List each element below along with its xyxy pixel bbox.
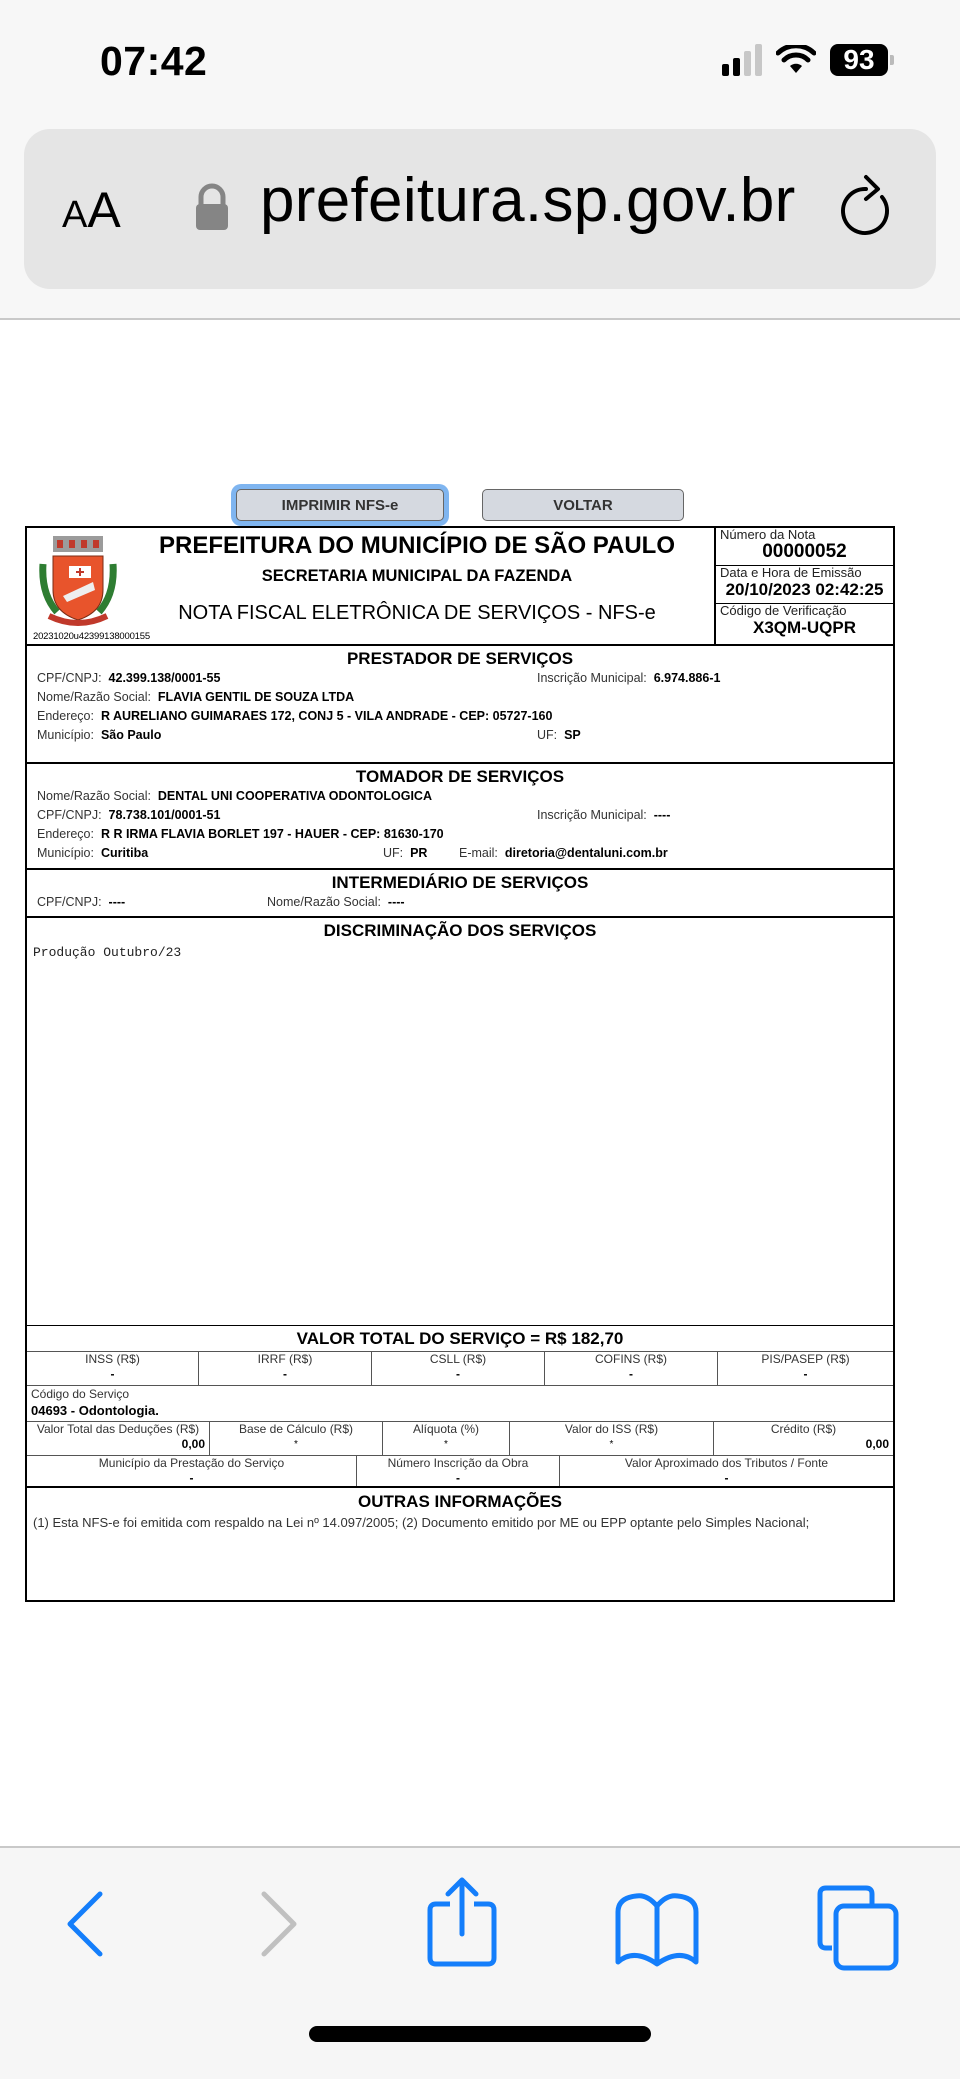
numero-nota-cell: [716, 528, 893, 566]
extra-value: -: [189, 1471, 194, 1485]
tax-cell-csll: [372, 1352, 545, 1385]
tax-label: IRRF (R$): [257, 1352, 313, 1366]
battery-level: 93: [830, 44, 888, 76]
prestador-im-value: 6.974.886-1: [653, 671, 721, 685]
prestador-cpf-label: CPF/CNPJ:: [37, 671, 102, 685]
prefeitura-title: PREFEITURA DO MUNICÍPIO DE SÃO PAULO: [158, 532, 676, 559]
text-size-large: A: [87, 182, 121, 238]
prestador-municipio-row: [27, 726, 893, 745]
print-nfse-button[interactable]: IMPRIMIR NFS-e: [236, 489, 444, 521]
prestador-im-label: Inscrição Municipal:: [537, 671, 647, 685]
extra-row: [27, 1456, 893, 1488]
data-emissao-cell: [716, 566, 893, 604]
invoice-id-box: [714, 528, 893, 644]
safari-toolbar: [0, 1846, 960, 2079]
valor-total: VALOR TOTAL DO SERVIÇO = R$ 182,70: [27, 1326, 893, 1352]
discriminacao-text: Produção Outubro/23: [33, 945, 182, 960]
prestador-municipio-value: São Paulo: [100, 728, 162, 742]
calc-label: Alíquota (%): [412, 1422, 480, 1436]
nfse-header: [27, 528, 893, 646]
extra-value: -: [724, 1471, 729, 1485]
prestador-section: [27, 646, 893, 764]
tax-cell-irrf: [199, 1352, 372, 1385]
calculo-row: [27, 1422, 893, 1456]
prestador-municipio-label: Município:: [37, 728, 94, 742]
tomador-cpf-value: 78.738.101/0001-51: [108, 808, 221, 822]
tax-cell-pis-pasep: [718, 1352, 893, 1385]
intermediario-section: [27, 870, 893, 918]
back-button[interactable]: VOLTAR: [482, 489, 684, 521]
extra-cell-obra: [357, 1456, 560, 1486]
nfse-document: [25, 526, 895, 1602]
calc-value: 0,00: [181, 1437, 205, 1451]
text-size-button[interactable]: [62, 181, 121, 239]
tax-cell-inss: [27, 1352, 199, 1385]
tax-value: -: [283, 1367, 287, 1381]
prestador-nome-row: [27, 688, 893, 707]
status-time: 07:42: [100, 38, 208, 84]
address-bar[interactable]: [24, 129, 936, 289]
home-indicator[interactable]: [309, 2026, 651, 2042]
tomador-uf-value: PR: [410, 846, 428, 860]
calc-label: Base de Cálculo (R$): [238, 1422, 354, 1436]
prestador-endereco-row: [27, 707, 893, 726]
taxes-row: [27, 1352, 893, 1386]
prestador-nome-label: Nome/Razão Social:: [37, 690, 151, 704]
tax-value: -: [110, 1367, 115, 1381]
tomador-cpf-row: [27, 806, 893, 825]
calc-cell-base: [210, 1422, 383, 1455]
tabs-icon[interactable]: [816, 1884, 902, 1972]
codigo-verificacao-value: X3QM-UQPR: [753, 618, 856, 637]
extra-label: Número Inscrição da Obra: [387, 1456, 529, 1470]
tax-value: -: [629, 1367, 633, 1381]
outras-informacoes: [27, 1488, 893, 1533]
discriminacao-title: DISCRIMINAÇÃO DOS SERVIÇOS: [323, 921, 597, 940]
lock-icon: [192, 183, 232, 231]
tomador-nome-value: DENTAL UNI COOPERATIVA ODONTOLOGICA: [157, 789, 432, 803]
data-emissao-label: Data e Hora de Emissão: [720, 565, 862, 580]
codigo-verificacao-label: Código de Verificação: [720, 603, 847, 618]
prestador-uf-label: UF:: [537, 728, 558, 742]
tomador-endereco-value: R R IRMA FLAVIA BORLET 197 - HAUER - CEP: 81630-170: [100, 827, 444, 841]
outras-text: (1) Esta NFS-e foi emitida com respaldo na Lei nº 14.097/2005; (2) Documento emitido por ME ou EPP optante pelo Simples Nacional;: [33, 1515, 810, 1530]
signal-icon: [722, 44, 762, 76]
wifi-icon: [776, 45, 816, 75]
tomador-im-label: Inscrição Municipal:: [537, 808, 647, 822]
extra-label: Valor Aproximado dos Tributos / Fonte: [624, 1456, 829, 1470]
intermediario-cpf-value: ----: [108, 895, 126, 909]
calc-label: Crédito (R$): [770, 1422, 837, 1436]
prestador-endereco-value: R AURELIANO GUIMARAES 172, CONJ 5 - VILA ANDRADE - CEP: 05727-160: [100, 709, 553, 723]
calc-cell-aliquota: [383, 1422, 510, 1455]
tax-cell-cofins: [545, 1352, 718, 1385]
document-type: NOTA FISCAL ELETRÔNICA DE SERVIÇOS - NFS-e: [178, 602, 656, 624]
tomador-email-value[interactable]: diretoria@dentaluni.com.br: [504, 846, 668, 860]
tomador-nome-label: Nome/Razão Social:: [37, 789, 151, 803]
extra-cell-municipio: [27, 1456, 357, 1486]
browser-chrome: [0, 0, 960, 320]
tomador-uf-label: UF:: [383, 846, 404, 860]
outras-title: OUTRAS INFORMAÇÕES: [358, 1492, 562, 1511]
tax-label: COFINS (R$): [595, 1352, 667, 1366]
share-icon[interactable]: [426, 1876, 498, 1968]
tax-label: CSLL (R$): [429, 1352, 487, 1366]
codigo-verificacao-cell: [716, 604, 893, 642]
intermediario-nome-label: Nome/Razão Social:: [267, 895, 381, 909]
calc-value: *: [444, 1439, 448, 1450]
tomador-municipio-label: Município:: [37, 846, 94, 860]
prestador-uf-value: SP: [564, 728, 581, 742]
calc-cell-credito: [714, 1422, 893, 1455]
calc-cell-deducoes: [27, 1422, 210, 1455]
back-icon[interactable]: [62, 1888, 106, 1960]
calc-label: Valor Total das Deduções (R$): [36, 1422, 200, 1436]
intermediario-cpf-label: CPF/CNPJ:: [37, 895, 102, 909]
prestador-title: PRESTADOR DE SERVIÇOS: [346, 649, 574, 668]
tomador-nome-row: [27, 787, 893, 806]
reload-icon[interactable]: [836, 173, 900, 245]
web-page: [0, 322, 960, 1846]
extra-value: -: [456, 1471, 460, 1485]
numero-nota-value: 00000052: [762, 541, 847, 562]
tax-value: -: [456, 1367, 460, 1381]
codigo-servico: [27, 1386, 893, 1422]
intermediario-nome-value: ----: [387, 895, 405, 909]
tomador-municipio-value: Curitiba: [100, 846, 149, 860]
tomador-section: [27, 764, 893, 870]
extra-cell-tributos: [560, 1456, 893, 1486]
secretaria-subtitle: SECRETARIA MUNICIPAL DA FAZENDA: [261, 567, 573, 585]
numero-nota-label: Número da Nota: [720, 527, 816, 542]
codigo-servico-value: 04693 - Odontologia.: [31, 1403, 159, 1418]
document-code: 20231020u42399138000155: [33, 631, 150, 642]
tomador-municipio-row: [27, 844, 893, 863]
calc-cell-iss: [510, 1422, 714, 1455]
forward-icon[interactable]: [258, 1888, 302, 1960]
intermediario-title: INTERMEDIÁRIO DE SERVIÇOS: [331, 873, 589, 892]
bookmarks-icon[interactable]: [612, 1892, 702, 1968]
tax-label: PIS/PASEP (R$): [761, 1352, 850, 1366]
status-icons: [722, 44, 894, 76]
extra-label: Município da Prestação do Serviço: [98, 1456, 285, 1470]
prestador-nome-value: FLAVIA GENTIL DE SOUZA LTDA: [157, 690, 355, 704]
tax-label: INSS (R$): [85, 1352, 140, 1366]
calc-value: *: [294, 1439, 298, 1450]
battery-icon: [830, 44, 894, 76]
tomador-title: TOMADOR DE SERVIÇOS: [355, 767, 565, 786]
sao-paulo-coat-of-arms-logo: [39, 534, 117, 630]
codigo-servico-label: Código do Serviço: [31, 1387, 130, 1401]
tomador-im-value: ----: [653, 808, 671, 822]
prestador-cpf-value: 42.399.138/0001-55: [108, 671, 221, 685]
text-size-small: A: [62, 194, 88, 236]
tomador-email-label: E-mail:: [459, 846, 498, 860]
calc-value: 0,00: [865, 1437, 889, 1451]
url-text[interactable]: prefeitura.sp.gov.br: [260, 166, 796, 235]
tomador-endereco-label: Endereço:: [37, 827, 94, 841]
tax-value: -: [803, 1367, 808, 1381]
discriminacao-section: [27, 918, 893, 1326]
tomador-endereco-row: [27, 825, 893, 844]
tomador-cpf-label: CPF/CNPJ:: [37, 808, 102, 822]
calc-label: Valor do ISS (R$): [564, 1422, 659, 1436]
calc-value: *: [609, 1439, 614, 1450]
prestador-endereco-label: Endereço:: [37, 709, 94, 723]
prestador-cpf-row: [27, 669, 893, 688]
data-emissao-value: 20/10/2023 02:42:25: [725, 580, 884, 599]
intermediario-row: [27, 893, 893, 912]
